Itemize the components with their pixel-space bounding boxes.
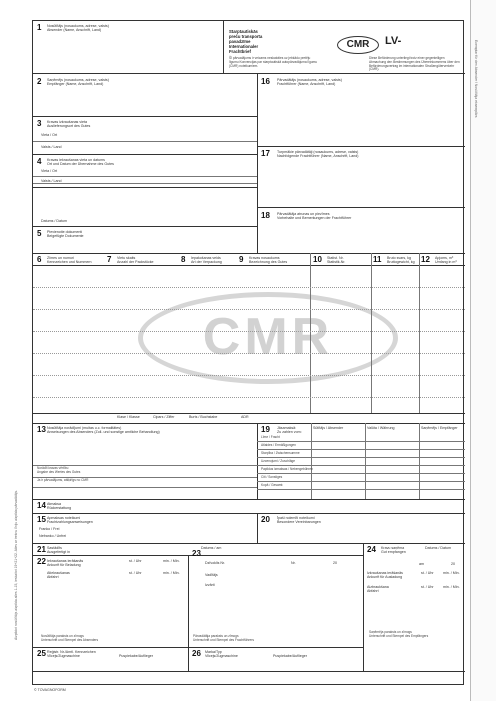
delivery-place-field[interactable]: [73, 131, 253, 151]
box-22-departure-de: Abfahrt: [47, 575, 59, 579]
box-26-label-de: Vilcejs/Zugmaschine: [205, 654, 238, 658]
carrier-signature-label-lv: Pārvadātāja paraksts un zīmogs: [193, 634, 239, 638]
box-24-hour-1: st. / Uhr: [421, 571, 434, 575]
goods-col-9-label-de: Bezeichnung des Gutes: [249, 260, 288, 264]
box-24-departure-de: Abfahrt: [367, 589, 379, 593]
box-22-departure-lv: Atiekraušanas: [47, 571, 70, 575]
box-23-no-suffix: Nr.: [291, 561, 296, 565]
box-4-label-lv: Kravas iekraušanas vieta un datums: [47, 158, 105, 162]
goods-lines-field[interactable]: [37, 269, 461, 409]
box-23-waybill-no-label: Dzīvoklis Nr.: [205, 561, 225, 565]
box-1-number: 1: [37, 23, 42, 32]
charge-row-field[interactable]: [313, 459, 463, 465]
box-23-year: 20: [333, 561, 337, 565]
taking-over-date-field[interactable]: [73, 217, 253, 225]
box-5-number: 5: [37, 229, 42, 238]
box-24-min-1: min. / Min.: [443, 571, 460, 575]
box-25-number: 25: [37, 649, 46, 658]
consignee-signature-label-de: Unterschrift und Stempel des Empfängers: [369, 634, 429, 638]
box-14-label-de: Rückerstattung: [47, 506, 72, 510]
box-13-label-de: Anweisungen des Absenders (Zoll- und sonstige amtliche Behandlung): [47, 430, 160, 434]
box-20-number: 20: [261, 515, 270, 524]
box-22-arrival-lv: Iekraušanas ierāšanās: [47, 559, 84, 563]
box-17-label-lv: Turpmākie pārvadātāji (nosaukums, adrese, valsts): [277, 150, 359, 154]
box-23-issued-label: Izvārti: [205, 583, 215, 587]
title-lv-3: pavadzīme: [229, 39, 251, 44]
box-25-label-lv: Reģistr. Nr./Amtl. Kennzeichen: [47, 650, 96, 654]
special-agreements-field[interactable]: [277, 526, 457, 541]
box-22-hour-1: st. / Uhr: [129, 559, 142, 563]
box-15-label-de: Frachtzahlungsanweisungen: [47, 520, 93, 524]
box-3-label-lv: Kravas izkraušanas vieta: [47, 120, 87, 124]
title-de-2: Frachtbrief: [229, 49, 251, 54]
convention-note-de: Diese Beförderung unterliegt trotz einer gegenteiligen Abmachung den Bestimmungen des Übereinkommens über den Beförderungsvertrag im internationalen Straßengüterverkehr (CMR).: [369, 56, 460, 72]
box-24-label-lv: Kravu saņēma: [381, 546, 405, 550]
charge-row-field[interactable]: [313, 483, 463, 489]
currency-label: Valūta / Währung: [367, 426, 395, 430]
charge-row-label: Uzcenojumi / Zuschläge: [261, 459, 296, 463]
box-2-label-lv: Saņēmējs (nosaukums, adrese, valsts): [47, 78, 109, 82]
box-26-number: 26: [192, 649, 201, 658]
box-21-number: 21: [37, 545, 46, 554]
box-24-min-2: min. / Min.: [443, 585, 460, 589]
goods-col-10-label-de: Statistik-Nr.: [327, 260, 346, 264]
box-1-label-lv: Nosūtītājs (nosaukums, adrese, valsts): [47, 24, 109, 28]
box-4-city-label: Vieta / Ort: [41, 169, 58, 173]
goods-col-6-label-lv: Zīmes un numuri: [47, 256, 74, 260]
goods-col-8-number: 8: [181, 255, 186, 264]
box-26-label-lv: Marka/Typ: [205, 650, 222, 654]
convention-note-lv: Šī pārvadājums ir veicams neskatoties uz jebkādu pretēju līgumu Konvencijas par starptautiskā autopārvadājuma līgumu (CMR) noteikumiem.: [229, 56, 318, 68]
title-de-1: Internationaler: [229, 44, 259, 49]
box-23-number: 23: [192, 549, 201, 558]
box-3-label-de: Auslieferungsort des Gutes: [47, 124, 91, 128]
established-in-field[interactable]: [93, 545, 193, 553]
box-24-am: am: [419, 562, 424, 566]
charge-row-field[interactable]: [313, 443, 463, 449]
documents-field[interactable]: [47, 239, 252, 251]
goods-col-10-label-lv: Statist. Nr.: [327, 256, 344, 260]
box-24-year: 20: [451, 562, 455, 566]
sender-signature-label-de: Unterschrift und Stempel des Absenders: [41, 638, 99, 642]
side-note-left: Aizpildot nosūtītājs aizpilda ailes 1-15, ieskaitot 19+21+22. Ailes ar treknu līniju aizpilda pārvadātājs.: [14, 489, 18, 640]
consignee-signature-label-lv: Saņēmēja paraksts un zīmogs: [369, 630, 412, 634]
box-24-number: 24: [367, 545, 376, 554]
franko-option[interactable]: Franko / Frei: [39, 527, 60, 531]
box-22-arrival-de: Ankunft für Beladung: [47, 563, 81, 567]
box-18-label-de: Vorbehalte und Bemerkungen der Frachtführer: [277, 216, 352, 220]
goods-col-6-label-de: Kennzeichen und Nummern: [47, 260, 92, 264]
box-5-label-de: Beigefügte Dokumente: [47, 234, 84, 238]
goods-col-8-label-lv: Iepakošanas veids: [191, 256, 221, 260]
charge-row-field[interactable]: [313, 451, 463, 457]
goods-col-9-number: 9: [239, 255, 244, 264]
number-label: Cipars / Ziffer: [153, 415, 175, 419]
box-17-label-de: Nachfolgende Frachtführer (Name, Anschrift, Land): [277, 154, 359, 158]
goods-col-8-label-de: Art der Verpackung: [191, 260, 222, 264]
goods-col-12-label-lv: Apjoms, m³: [435, 256, 454, 260]
cmr-logo: CMR: [337, 36, 379, 54]
carrier-reservations-field[interactable]: [277, 223, 457, 251]
goods-col-6-number: 6: [37, 255, 42, 264]
carrier-signature-label-de: Unterschrift und Stempel des Frachtführers: [193, 638, 254, 642]
goods-col-12-label-de: Umfang in m³: [435, 260, 457, 264]
sender-field[interactable]: [47, 35, 217, 69]
payer-sender-label: Sūtītājs / Absender: [313, 426, 344, 430]
carrier-field[interactable]: [277, 89, 457, 143]
letter-label: Burts / Buchstabe: [189, 415, 218, 419]
box-15-label-lv: Apmaksas noteikumi: [47, 516, 81, 520]
charge-row-label: Līme / Fracht: [261, 435, 280, 439]
value-label-lv: Norādīt kravas vērtību: [37, 466, 69, 470]
box-16-number: 16: [261, 77, 270, 86]
adr-label: ADR: [241, 415, 249, 419]
vehicle-type-field[interactable]: [205, 659, 355, 669]
charge-row-label: Citi / Sonstiges: [261, 475, 283, 479]
registration-number-field[interactable]: [47, 659, 182, 669]
box-3-number: 3: [37, 119, 42, 128]
box-4-date-label: Datums / Datum: [41, 219, 67, 223]
successive-carriers-field[interactable]: [277, 161, 457, 205]
charge-row-field[interactable]: [313, 475, 463, 481]
box-17-number: 17: [261, 149, 270, 158]
sender-signature-field[interactable]: [39, 583, 184, 631]
box-4-label-de: Ort und Datum der Übernahme des Gutes: [47, 162, 114, 166]
box-2-label-de: Empfänger (Name, Anschrift, Land): [47, 82, 104, 86]
box-26-trailer-label: Puspiekabe/Auflieger: [273, 654, 307, 658]
cmr-form: [32, 20, 464, 685]
box-24-arrival-lv: Izkraušanas ierāšanās: [367, 571, 403, 575]
box-3-country-label: Valsts / Land: [41, 145, 62, 149]
box-4-number: 4: [37, 157, 42, 166]
box-24-label-de: Gut empfangen: [381, 550, 406, 554]
box-18-label-lv: Pārvadātāja atrunas un piezīmes: [277, 212, 330, 216]
box-3-city-label: Vieta / Ort: [41, 133, 58, 137]
box-19-number: 19: [261, 425, 270, 434]
charge-row-field[interactable]: [313, 467, 463, 473]
goods-col-11-label-de: Bruttogewicht, kg: [387, 260, 415, 264]
consignee-field[interactable]: [47, 89, 247, 113]
consignment-number-prefix: LV-: [385, 35, 402, 47]
payer-recipient-label: Saņēmējs / Empfänger: [421, 426, 458, 430]
cash-on-delivery-field[interactable]: [93, 501, 453, 511]
title-lv-1: Starptautiskās: [229, 29, 258, 34]
box-16-label-lv: Pārvadātājs (nosaukums, adrese, valsts): [277, 78, 342, 82]
non-cmr-note: Ja ir pārvadājums, atšķirīgs no CMR: [37, 478, 89, 482]
goods-col-12-number: 12: [421, 255, 430, 264]
side-note-right: Exemplar für den Absender / Nosūtītāja eksemplārs: [474, 40, 478, 118]
box-4-country-label: Valsts / Land: [41, 179, 62, 183]
taking-over-place-field[interactable]: [73, 167, 253, 185]
box-13-label-lv: Nosūtītāja norādījumi (muitas u.c. formalitātes): [47, 426, 122, 430]
box-25-trailer-label: Puspiekabe/Auflieger: [119, 654, 153, 658]
goods-col-10-number: 10: [313, 255, 322, 264]
goods-col-11-label-lv: Bruto svars, kg: [387, 256, 411, 260]
charge-row-label: Starpība / Zwischensumme: [261, 451, 300, 455]
cmr-watermark: CMR: [138, 292, 398, 384]
consignee-signature-field[interactable]: [369, 595, 459, 629]
box-25-label-de: Vilcejs/Zugmaschine: [47, 654, 80, 658]
box-22-min-1: min. / Min.: [163, 559, 180, 563]
sender-signature-label-lv: Nosūtītāja paraksts un zīmogs: [41, 634, 84, 638]
box-21-label-lv: Sastādīts: [47, 546, 62, 550]
title-lv-2: preču transporta: [229, 34, 263, 39]
goods-col-7-label-de: Anzahl der Packstücke: [117, 260, 154, 264]
charge-row-label: Kopā / Gesamt:: [261, 483, 284, 487]
box-14-number: 14: [37, 501, 46, 510]
printer-imprint: © TOVAGNOFORM: [34, 688, 66, 692]
goods-col-9-label-lv: Kravas nosaukums: [249, 256, 280, 260]
box-20-label-lv: Īpaši nolemīti noteikumi: [277, 516, 315, 520]
nefranko-option[interactable]: Nefranko / Unfrei: [39, 534, 67, 538]
box-20-label-de: Besondere Vereinbarungen: [277, 520, 321, 524]
box-1-label-de: Absender (Name, Anschrift, Land): [47, 28, 102, 32]
box-16-label-de: Frachtführer (Name, Anschrift, Land): [277, 82, 336, 86]
carrier-signature-field[interactable]: [193, 591, 358, 631]
charge-row-label: Atlaides / Ermäßigungen: [261, 443, 296, 447]
box-23-driver-label: Vadītājs: [205, 573, 218, 577]
charge-row-field[interactable]: [313, 435, 463, 441]
box-21-date-label: Datums / am: [201, 546, 222, 550]
box-24-date-label: Datums / Datum: [425, 546, 451, 550]
box-22-number: 22: [37, 557, 46, 566]
box-15-number: 15: [37, 515, 46, 524]
box-5-label-lv: Pievienotie dokumenti: [47, 230, 83, 234]
box-22-hour-2: st. / Uhr: [129, 571, 142, 575]
box-24-departure-lv: Aizbraukšana: [367, 585, 389, 589]
sender-instructions-field[interactable]: [47, 435, 252, 463]
box-24-hour-2: st. / Uhr: [421, 585, 434, 589]
goods-col-7-label-lv: Vietu skaits: [117, 256, 136, 260]
box-24-arrival-de: Ankunft für Ausladung: [367, 575, 403, 579]
box-19-label-lv: Jāsamaksā:: [277, 426, 297, 430]
goods-col-7-number: 7: [107, 255, 112, 264]
box-22-min-2: min. / Min.: [163, 571, 180, 575]
box-14-label-lv: Atmaksa: [47, 502, 61, 506]
box-21-label-de: Ausgefertigt in: [47, 550, 70, 554]
box-19-label-de: Zu zahlen vom:: [277, 430, 302, 434]
goods-col-11-number: 11: [373, 255, 382, 264]
value-label-de: Angabe des Wertes des Gutes: [37, 470, 81, 474]
box-18-number: 18: [261, 211, 270, 220]
box-13-number: 13: [37, 425, 46, 434]
box-2-number: 2: [37, 77, 42, 86]
class-label: Klase / Klasse: [117, 415, 140, 419]
charge-row-label: Papildus izmaksas / Nebengebühren: [261, 467, 313, 471]
